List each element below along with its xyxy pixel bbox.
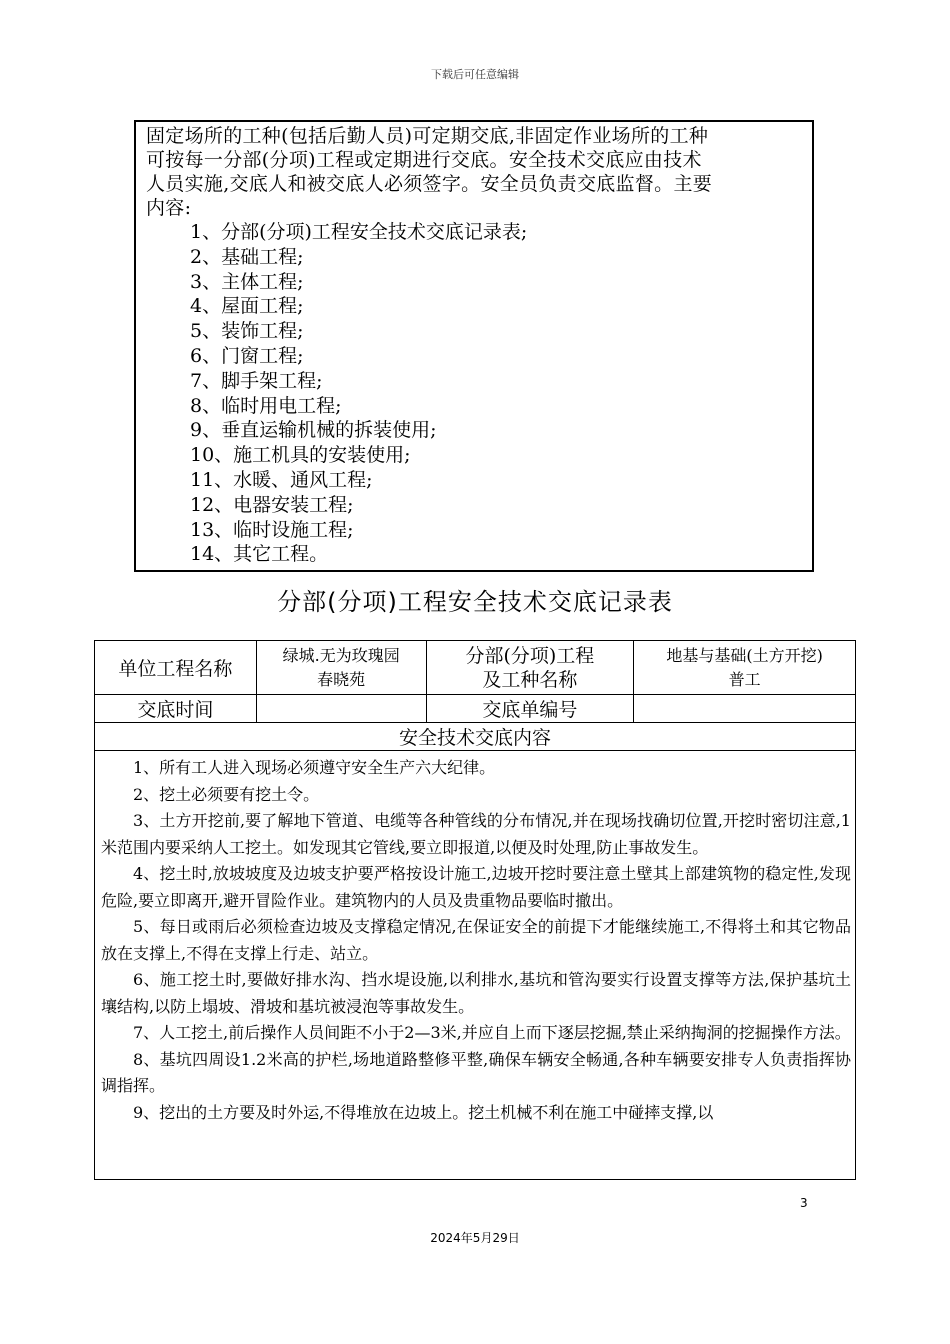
sub-project-label-line: 及工种名称 bbox=[482, 668, 578, 691]
page-header-note: 下载后可任意编辑 bbox=[431, 68, 519, 81]
intro-line: 可按每一分部(分项)工程或定期进行交底。安全技术交底应由技术 bbox=[146, 149, 702, 171]
sub-project-value-line: 普工 bbox=[728, 669, 761, 689]
intro-line: 固定场所的工种(包括后勤人员)可定期交底,非固定作业场所的工种 bbox=[146, 125, 709, 147]
safety-briefing-table bbox=[94, 640, 856, 1180]
intro-line: 内容: bbox=[146, 197, 192, 219]
sub-project-value-line: 地基与基础(土方开挖) bbox=[666, 645, 823, 665]
intro-line: 人员实施,交底人和被交底人必须签字。安全员负责交底监督。主要 bbox=[146, 173, 713, 195]
content-paragraph: 9、挖出的土方要及时外运,不得堆放在边坡上。挖土机械不利在施工中碰摔支撑,以 bbox=[133, 1102, 714, 1122]
list-item: 11、水暖、通风工程; bbox=[190, 468, 373, 491]
content-paragraph: 5、每日或雨后必须检查边坡及支撑稳定情况,在保证安全的前提下才能继续施工,不得将土和其它物品放在支撑上,不得在支撑上行走、站立。 bbox=[101, 917, 851, 963]
briefing-time-label: 交底时间 bbox=[95, 695, 257, 723]
unit-name-value bbox=[256, 641, 426, 695]
page-number: 3 bbox=[800, 1196, 808, 1210]
intro-box bbox=[134, 120, 814, 572]
list-item: 13、临时设施工程; bbox=[190, 518, 354, 541]
content-paragraph: 4、挖土时,放坡坡度及边坡支护要严格按设计施工,边坡开挖时要注意土壁其上部建筑物的稳定性,发现危险,要立即离开,避开冒险作业。建筑物内的人员及贵重物品要临时撤出。 bbox=[101, 864, 851, 910]
list-item: 10、施工机具的安装使用; bbox=[190, 444, 411, 467]
list-item: 8、临时用电工程; bbox=[190, 394, 342, 417]
unit-name-value-line: 春晓苑 bbox=[317, 669, 366, 689]
sub-project-label-line: 分部(分项)工程 bbox=[465, 644, 595, 667]
sub-project-label bbox=[426, 641, 634, 695]
list-item: 6、门窗工程; bbox=[190, 344, 304, 367]
list-item: 4、屋面工程; bbox=[190, 295, 304, 318]
content-header: 安全技术交底内容 bbox=[95, 723, 856, 751]
content-paragraph: 3、土方开挖前,要了解地下管道、电缆等各种管线的分布情况,并在现场找确切位置,开挖时密切注意,1米范围内要采纳人工挖土。如发现其它管线,要立即报道,以便及时处理,防止事故发生。 bbox=[101, 811, 851, 857]
sub-project-value bbox=[634, 641, 856, 695]
unit-name-value-line: 绿城.无为玫瑰园 bbox=[282, 645, 400, 665]
content-paragraph: 2、挖土必须要有挖土令。 bbox=[133, 784, 320, 804]
briefing-time-value bbox=[256, 695, 426, 723]
list-item: 9、垂直运输机械的拆装使用; bbox=[190, 419, 437, 442]
content-paragraph: 7、人工挖土,前后操作人员间距不小于2—3米,并应自上而下逐层挖掘,禁止采纳掏洞的挖掘操作方法。 bbox=[133, 1023, 851, 1042]
list-item: 5、装饰工程; bbox=[190, 320, 304, 343]
list-item: 14、其它工程。 bbox=[190, 543, 329, 566]
briefing-number-label: 交底单编号 bbox=[426, 695, 634, 723]
list-item: 7、脚手架工程; bbox=[190, 369, 323, 392]
list-item: 2、基础工程; bbox=[190, 245, 304, 268]
content-body bbox=[95, 751, 856, 1180]
content-paragraph: 8、基坑四周设1.2米高的护栏,场地道路整修平整,确保车辆安全畅通,各种车辆要安排专人负责指挥协调指挥。 bbox=[101, 1049, 851, 1095]
list-item: 1、分部(分项)工程安全技术交底记录表; bbox=[190, 221, 528, 243]
unit-name-label: 单位工程名称 bbox=[95, 641, 257, 695]
briefing-number-value bbox=[634, 695, 856, 723]
form-title: 分部(分项)工程安全技术交底记录表 bbox=[277, 588, 673, 616]
content-paragraph: 6、施工挖土时,要做好排水沟、挡水堤设施,以利排水,基坑和管沟要实行设置支撑等方法,保护基坑土壤结构,以防上塌坡、滑坡和基坑被浸泡等事故发生。 bbox=[101, 970, 851, 1016]
content-paragraph: 1、所有工人进入现场必须遵守安全生产六大纪律。 bbox=[133, 758, 496, 777]
footer-date: 2024年5月29日 bbox=[430, 1231, 520, 1245]
list-item: 3、主体工程; bbox=[190, 270, 304, 293]
list-item: 12、电器安装工程; bbox=[190, 493, 354, 516]
